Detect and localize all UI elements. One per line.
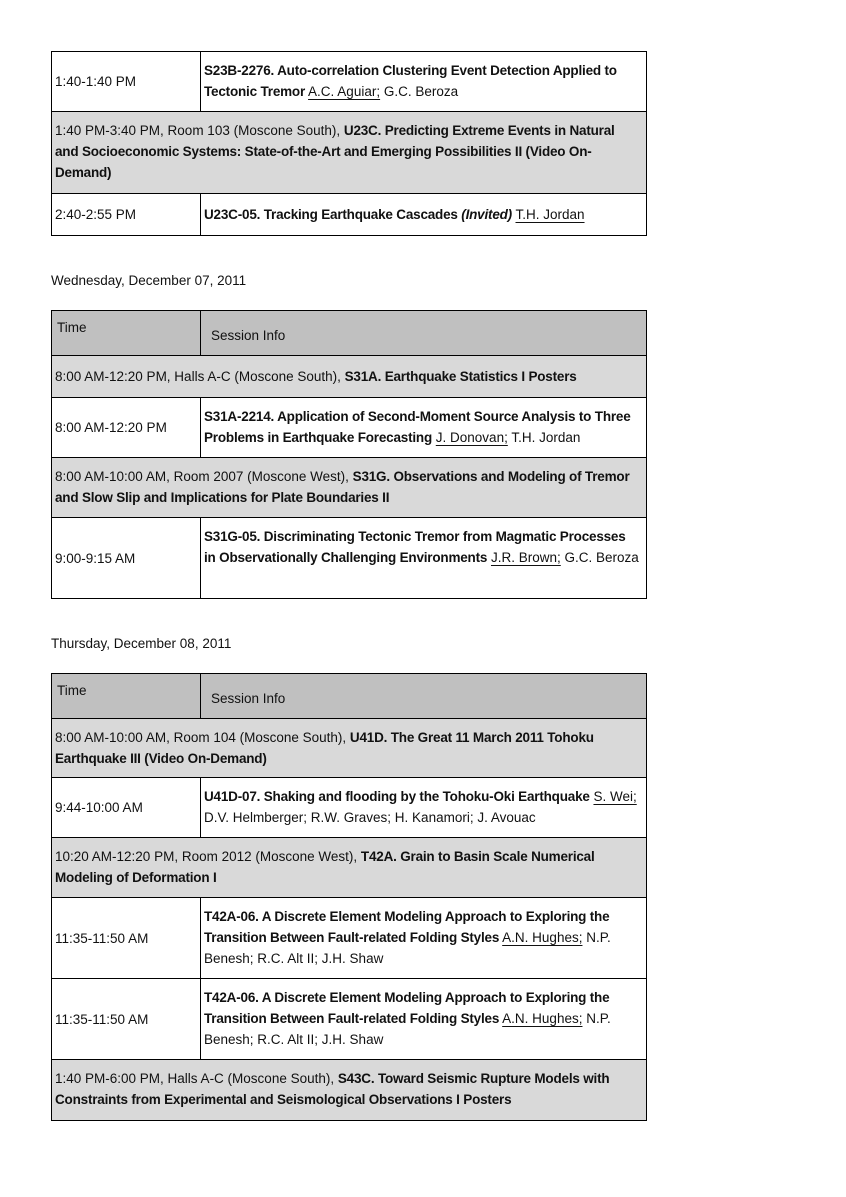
table-header-row: [52, 311, 646, 355]
session-row: [52, 718, 646, 777]
co-authors: N.P. Benesh; R.C. Alt II; J.H. Shaw: [204, 1011, 611, 1047]
abstract-title: S31A-2214. Application of Second-Moment Source Analysis to Three Problems in Earthquake Forecasting: [204, 409, 631, 445]
time-cell: 11:35-11:50 AM: [52, 979, 201, 1059]
session-title: S43C. Toward Seismic Rupture Models with Constraints from Experimental and Seismological Observations I Posters: [55, 1071, 610, 1107]
session-row: [52, 837, 646, 897]
session-cell: [52, 112, 646, 193]
session-cell: [52, 838, 646, 897]
header-time: Time: [52, 311, 201, 355]
abstract-cell: [201, 979, 646, 1059]
abstract-cell: [201, 778, 646, 837]
presenting-author: S. Wei;: [593, 789, 637, 804]
time-cell: 1:40-1:40 PM: [52, 52, 201, 111]
day-heading-wednesday: Wednesday, December 07, 2011: [51, 273, 247, 288]
time-cell: 11:35-11:50 AM: [52, 898, 201, 978]
presenting-author: T.H. Jordan: [515, 207, 585, 222]
schedule-table-wednesday: [51, 310, 647, 599]
session-title: S31G. Observations and Modeling of Tremor and Slow Slip and Implications for Plate Boundaries II: [55, 469, 630, 505]
session-time-room: 1:40 PM-3:40 PM, Room 103 (Moscone South),: [55, 123, 344, 138]
co-authors: N.P. Benesh; R.C. Alt II; J.H. Shaw: [204, 930, 611, 966]
table-row: [52, 897, 646, 978]
session-cell: [52, 356, 646, 397]
presenting-author: A.N. Hughes;: [502, 1011, 583, 1026]
invited-label: (Invited): [461, 207, 512, 222]
header-session-info: Session Info: [211, 328, 286, 343]
session-title: U23C. Predicting Extreme Events in Natural and Socioeconomic Systems: State-of-the-Art and Emerging Possibilities II (Video On-Demand): [55, 123, 615, 180]
time-cell: 2:40-2:55 PM: [52, 194, 201, 235]
presenting-author: A.N. Hughes;: [502, 930, 583, 945]
table-row: [52, 517, 646, 598]
co-authors: D.V. Helmberger; R.W. Graves; H. Kanamori; J. Avouac: [204, 810, 536, 825]
abstract-title: S23B-2276. Auto-correlation Clustering Event Detection Applied to Tectonic Tremor: [204, 63, 617, 99]
session-time-room: 10:20 AM-12:20 PM, Room 2012 (Moscone West),: [55, 849, 361, 864]
session-title: S31A. Earthquake Statistics I Posters: [344, 369, 577, 384]
session-cell: [52, 1060, 646, 1120]
abstract-cell: [201, 398, 646, 457]
co-authors: T.H. Jordan: [507, 430, 581, 445]
schedule-table-thursday: [51, 673, 647, 1121]
session-row: [52, 1059, 646, 1120]
table-row: [52, 193, 646, 235]
day-heading-thursday: Thursday, December 08, 2011: [51, 636, 232, 651]
abstract-title: S31G-05. Discriminating Tectonic Tremor from Magmatic Processes in Observationally Challenging Environments: [204, 529, 626, 565]
table-row: [52, 52, 646, 111]
schedule-table-tuesday: [51, 51, 647, 236]
header-time: Time: [52, 674, 201, 718]
session-title: U41D. The Great 11 March 2011 Tohoku Earthquake III (Video On-Demand): [55, 730, 594, 766]
session-time-room: 1:40 PM-6:00 PM, Halls A-C (Moscone South),: [55, 1071, 338, 1086]
abstract-title: U23C-05. Tracking Earthquake Cascades: [204, 207, 462, 222]
session-time-room: 8:00 AM-12:20 PM, Halls A-C (Moscone South),: [55, 369, 345, 384]
abstract-cell: [201, 52, 646, 111]
table-row: [52, 777, 646, 837]
time-cell: 8:00 AM-12:20 PM: [52, 398, 201, 457]
table-row: [52, 397, 646, 457]
table-header-row: [52, 674, 646, 718]
session-title: T42A. Grain to Basin Scale Numerical Modeling of Deformation I: [55, 849, 595, 885]
time-cell: 9:00-9:15 AM: [52, 518, 201, 598]
abstract-title: T42A-06. A Discrete Element Modeling Approach to Exploring the Transition Between Fault-related Folding Styles: [204, 909, 610, 945]
co-authors: G.C. Beroza: [560, 550, 639, 565]
session-row: [52, 457, 646, 517]
session-time-room: 8:00 AM-10:00 AM, Room 104 (Moscone South),: [55, 730, 350, 745]
time-cell: 9:44-10:00 AM: [52, 778, 201, 837]
session-cell: [52, 719, 646, 777]
presenting-author: J.R. Brown;: [490, 550, 561, 565]
session-row: [52, 111, 646, 193]
header-session-info: Session Info: [211, 691, 286, 706]
presenting-author: J. Donovan;: [435, 430, 508, 445]
session-cell: [52, 458, 646, 517]
table-row: [52, 978, 646, 1059]
session-time-room: 8:00 AM-10:00 AM, Room 2007 (Moscone West),: [55, 469, 353, 484]
abstract-title: T42A-06. A Discrete Element Modeling Approach to Exploring the Transition Between Fault-related Folding Styles: [204, 990, 610, 1026]
co-authors: G.C. Beroza: [380, 84, 459, 99]
session-row: [52, 355, 646, 397]
abstract-cell: [201, 518, 646, 598]
presenting-author: A.C. Aguiar;: [308, 84, 381, 99]
abstract-cell: [201, 898, 646, 978]
abstract-cell: [201, 194, 646, 235]
abstract-title: U41D-07. Shaking and flooding by the Tohoku-Oki Earthquake: [204, 789, 590, 804]
